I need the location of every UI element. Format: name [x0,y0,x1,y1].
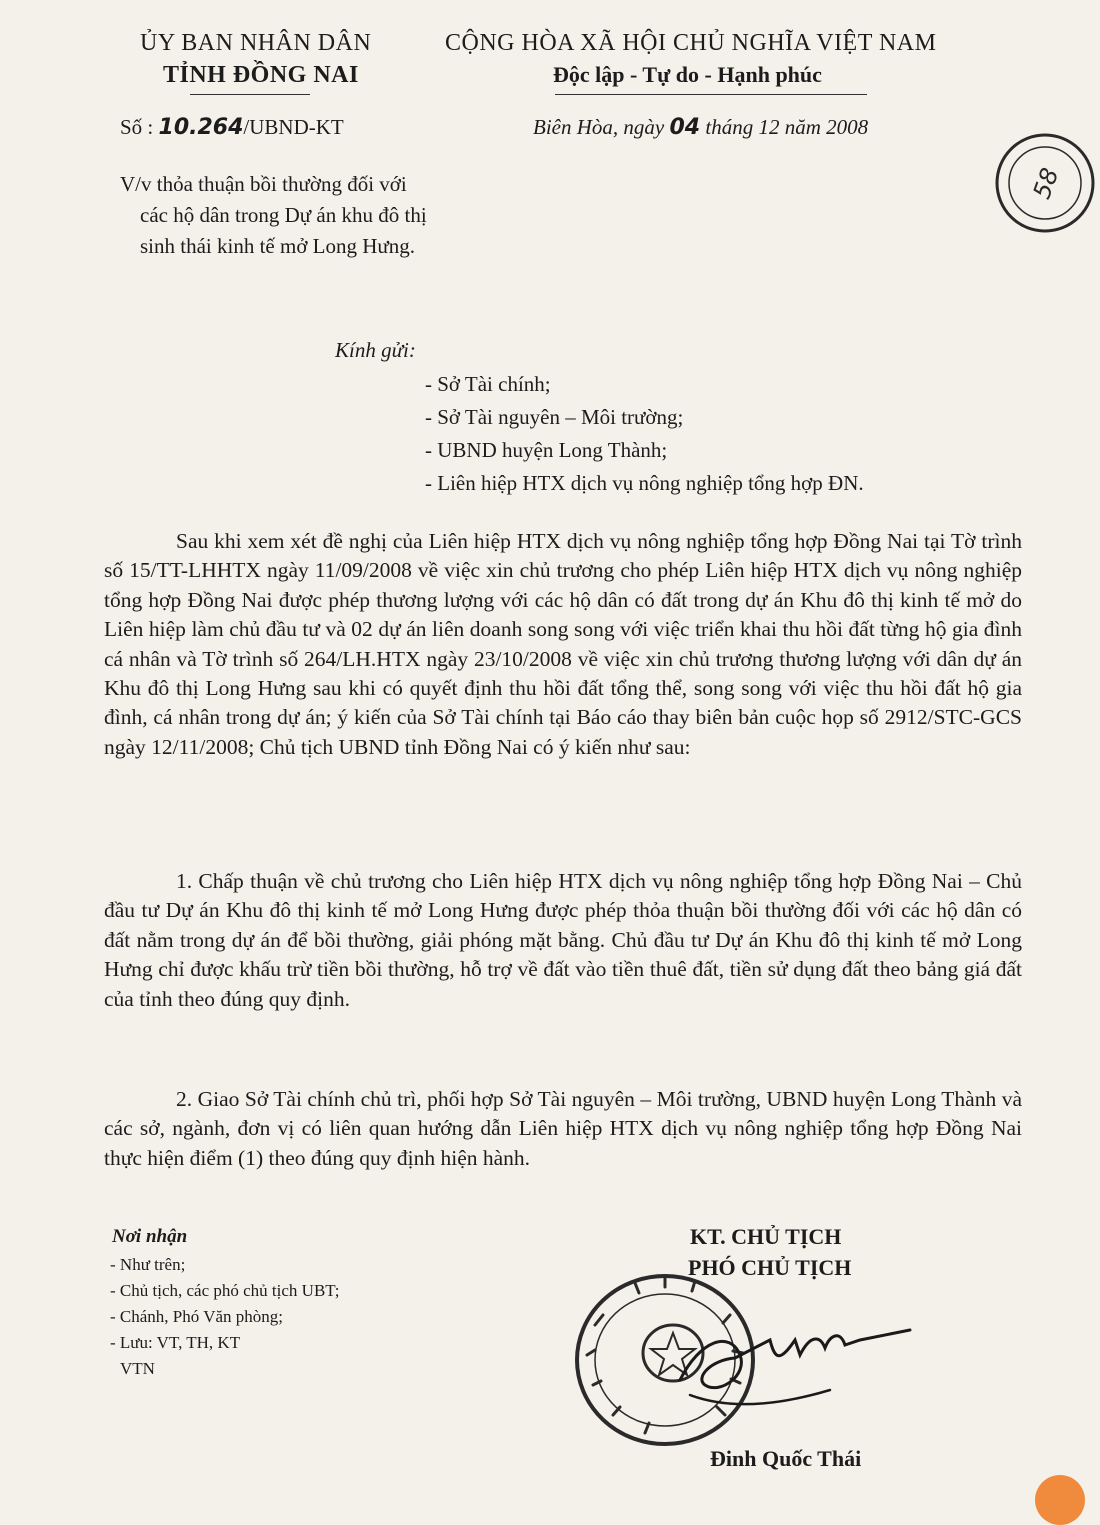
subject-line2: các hộ dân trong Dự án khu đô thị [140,203,427,227]
body-paragraph-2: 1. Chấp thuận về chủ trương cho Liên hiệp HTX dịch vụ nông nghiệp tổng hợp Đồng Nai – Chủ đầu tư Dự án Khu đô thị kinh tế mở Long Hưng được phép thỏa thuận bồi thường đối với các hộ dân có đất nằm trong dự án để bồi thường, giải phóng mặt bằng. Chủ đầu tư Dự án Khu đô thị kinh tế mở Long Hưng chỉ được khấu trừ tiền bồi thường, hỗ trợ về đất vào tiền thuê đất, tiền sử dụng đất theo bảng giá đất của tỉnh theo đúng quy định. [104,869,1022,1011]
distribution-item-5: VTN [120,1359,155,1378]
state-underline [555,94,867,95]
distribution-item-2: - Chủ tịch, các phó chủ tịch UBT; [110,1281,340,1300]
recipient-item-2: - Sở Tài nguyên – Môi trường; [425,405,684,429]
state-line2: Độc lập - Tự do - Hạnh phúc [553,62,822,87]
body-paragraph-1: Sau khi xem xét đề nghị của Liên hiệp HTX dịch vụ nông nghiệp tổng hợp Đồng Nai tại Tờ trình số 15/TT-LHHTX ngày 11/09/2008 về việc xin chủ trương cho phép Liên hiệp HTX dịch vụ nông nghiệp tổng hợp Đồng Nai được phép thương lượng với các hộ dân có đất trong dự án Khu đô thị kinh tế mở do Liên hiệp làm chủ đầu tư và 02 dự án liên doanh song song với việc triển khai thu hồi đất từng hộ gia đình cá nhân và Tờ trình số 264/LH.HTX ngày 23/10/2008 về việc xin chủ trương thương lượng với dân dự án Khu đô thị Long Hưng sau khi có quyết định thu hồi đất tổng thể, song song với việc thu hồi đất hộ gia đình, cá nhân trong dự án; ý kiến của Sở Tài chính tại Báo cáo thay biên bản cuộc họp số 2912/STC-GCS ngày 12/11/2008; Chủ tịch UBND tỉnh Đồng Nai có ý kiến như sau: [104,529,1022,759]
signature-title2: PHÓ CHỦ TỊCH [688,1255,852,1280]
distribution-item-3: - Chánh, Phó Văn phòng; [110,1307,283,1326]
received-stamp [985,128,1100,243]
date-day: 04 [669,115,701,140]
recipient-item-4: - Liên hiệp HTX dịch vụ nông nghiệp tổng hợp ĐN. [425,471,864,495]
body-paragraph-3: 2. Giao Sở Tài chính chủ trì, phối hợp Sở Tài nguyên – Môi trường, UBND huyện Long Thành và các sở, ngành, đơn vị có liên quan hướng dẫn Liên hiệp HTX dịch vụ nông nghiệp tổng hợp Đồng Nai thực hiện điểm (1) theo đúng quy định hiện hành. [104,1087,1022,1170]
distribution-item-4: - Lưu: VT, TH, KT [110,1333,241,1352]
distribution-item-1: - Như trên; [110,1255,186,1274]
subject-line3: sinh thái kinh tế mở Long Hưng. [140,234,416,258]
handwritten-signature [660,1300,920,1420]
issuer-underline [190,94,310,95]
place-date [533,115,868,140]
place-date-prefix: Biên Hòa, ngày [533,115,665,139]
distribution-label: Nơi nhận [112,1226,188,1247]
issuer-line1: ỦY BAN NHÂN DÂN [140,30,372,56]
doc-number-prefix: Số : [120,115,154,139]
issuer-line2: TỈNH ĐỒNG NAI [163,62,359,88]
doc-number-suffix: /UBND-KT [243,115,344,139]
place-date-suffix: tháng 12 năm 2008 [705,115,869,139]
recipient-item-1: - Sở Tài chính; [425,372,551,396]
recipient-item-3: - UBND huyện Long Thành; [425,438,668,462]
recipients-label: Kính gửi: [335,338,416,362]
signature-title1: KT. CHỦ TỊCH [690,1224,842,1249]
corner-dot [1035,1475,1085,1525]
signer-name: Đinh Quốc Thái [710,1446,862,1471]
doc-number [120,115,344,140]
doc-number-value: 10.264 [158,115,244,140]
received-stamp-number: 58 [1027,164,1065,203]
subject-line1: V/v thỏa thuận bồi thường đối với [120,172,407,196]
state-line1: CỘNG HÒA XÃ HỘI CHỦ NGHĨA VIỆT NAM [445,30,937,56]
